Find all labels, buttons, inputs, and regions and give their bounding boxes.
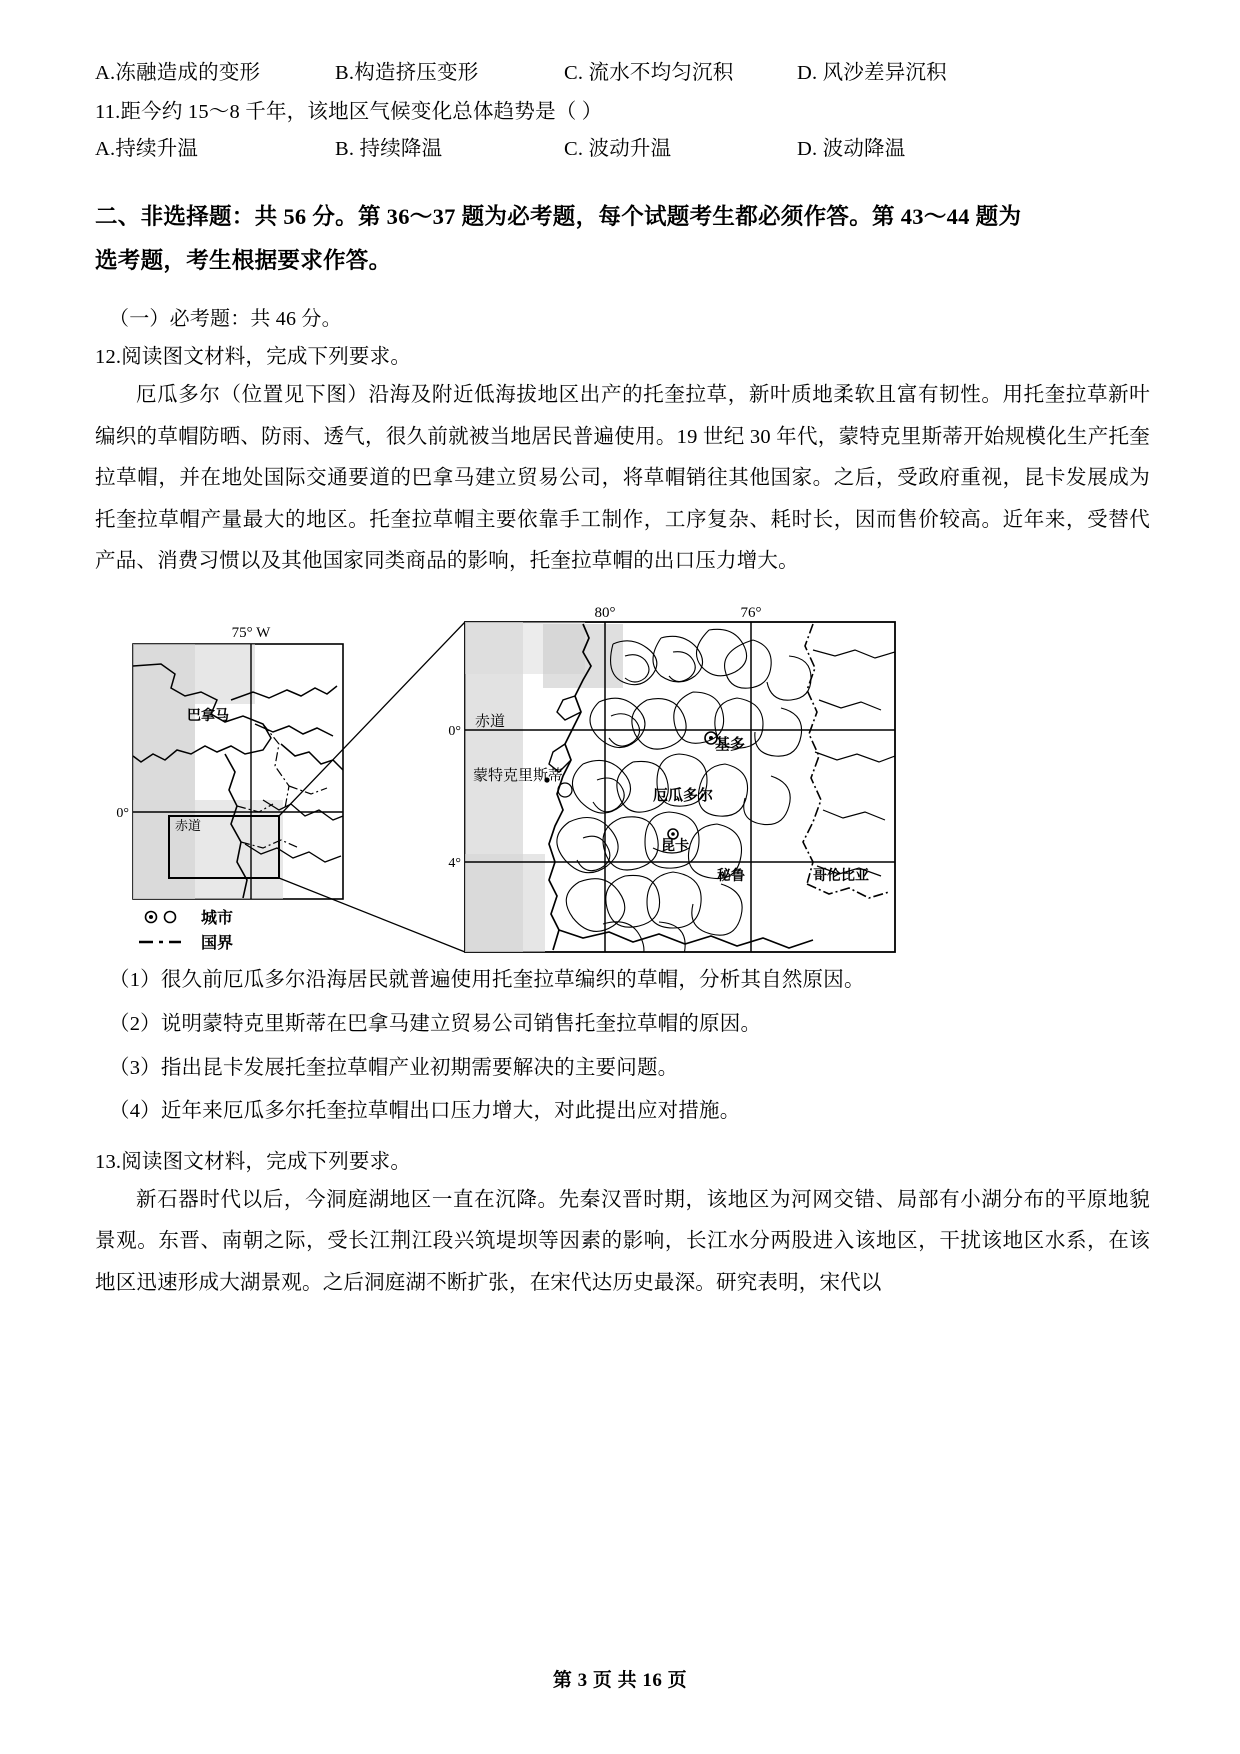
- main-label-lat-4: 4°: [448, 856, 461, 872]
- main-label-quito: 基多: [715, 736, 746, 754]
- page-footer: 第 3 页 共 16 页: [552, 1670, 688, 1691]
- inset-label-75w: 75° W: [231, 625, 271, 642]
- option-d[interactable]: D. 风沙差异沉积: [797, 62, 947, 84]
- inset-label-panama: 巴拿马: [187, 707, 229, 724]
- legend-label-city: 城市: [201, 910, 234, 928]
- question-12-sub-3: （3）指出昆卡发展托奎拉草帽产业初期需要解决的主要问题。: [109, 1056, 679, 1079]
- question-13-lead: 13.阅读图文材料，完成下列要求。: [95, 1150, 412, 1173]
- question-10-options-row: [95, 62, 1150, 85]
- main-label-equator: 赤道: [475, 713, 506, 731]
- main-label-lat-0: 0°: [448, 724, 461, 740]
- question-13-passage: 新石器时代以后，今洞庭湖地区一直在沉降。先秦汉晋时期，该地区为河网交错、局部有小湖分布的平原地貌景观。东晋、南朝之际，受长江荆江段兴筑堤坝等因素的影响，长江水分两股进入该地区，干扰该地区水系，在该地区迅速形成大湖景观。之后洞庭湖不断扩张，在宋代达历史最深。研究表明，宋代以: [95, 1188, 1150, 1294]
- page-content: [95, 62, 1150, 1304]
- legend-item-border: [139, 933, 233, 952]
- main-label-colombia: 哥伦比亚: [813, 867, 869, 884]
- question-12-passage: 厄瓜多尔（位置见下图）沿海及附近低海拔地区出产的托奎拉草，新叶质地柔软且富有韧性。用托奎拉草新叶编织的草帽防晒、防雨、透气，很久前就被当地居民普遍使用。19 世纪 30 年代，蒙特克里斯蒂开始规模化生产托奎拉草帽，并在地处国际交通要道的巴拿马建立贸易公司，将草帽销往其他国家。之后，受政府重视，昆卡发展成为托奎拉草帽产量最大的地区。托奎拉草帽主要依靠手工制作，工序复杂、耗时长，因而售价较高。近年来，受替代产品、消费习惯以及其他国家同类商品的影响，托奎拉草帽的出口压力增大。: [95, 384, 1150, 573]
- question-12-lead: 12.阅读图文材料，完成下列要求。: [95, 346, 412, 369]
- option-b[interactable]: B.构造挤压变形: [335, 62, 479, 84]
- question-12-sub-4: （4）近年来厄瓜多尔托奎拉草帽出口压力增大，对此提出应对措施。: [109, 1100, 741, 1123]
- section-two-heading: [95, 195, 1150, 283]
- legend-item-city: [146, 908, 234, 927]
- main-label-montecristi: 蒙特克里斯蒂: [473, 767, 564, 785]
- figure-ecuador-map: [113, 604, 1113, 959]
- legend-label-border: 国界: [201, 935, 234, 953]
- option-c[interactable]: C. 流水不均匀沉积: [564, 62, 734, 84]
- main-label-peru: 秘鲁: [717, 867, 745, 884]
- option-c[interactable]: C. 波动升温: [564, 138, 672, 161]
- main-label-lon-80: 80°: [594, 605, 616, 622]
- main-enlarged-map: [448, 605, 895, 959]
- main-label-lon-76: 76°: [740, 605, 762, 622]
- option-a[interactable]: A.持续升温: [95, 138, 199, 161]
- option-a[interactable]: A.冻融造成的变形: [95, 62, 261, 84]
- main-label-ecuador: 厄瓜多尔: [653, 787, 714, 805]
- map-legend: [139, 908, 233, 952]
- inset-locator-map: [116, 625, 343, 899]
- question-11-stem: 11.距今约 15～8 千年，该地区气候变化总体趋势是（ ）: [95, 100, 603, 123]
- main-label-cuenca: 昆卡: [661, 837, 689, 854]
- question-11-options-row: [95, 138, 1150, 161]
- option-b[interactable]: B. 持续降温: [335, 138, 443, 161]
- section-two-heading-line2: 选考题，考生根据要求作答。: [95, 247, 392, 273]
- inset-label-0deg: 0°: [116, 806, 129, 822]
- section-two-heading-line1: 二、非选择题：共 56 分。第 36～37 题为必考题，每个试题考生都必须作答。第 43～44 题为: [95, 203, 1022, 229]
- subsection-required-questions: （一）必考题：共 46 分。: [109, 308, 342, 331]
- option-d[interactable]: D. 波动降温: [797, 138, 906, 161]
- inset-label-equator: 赤道: [175, 818, 202, 834]
- question-12-sub-1: （1）很久前厄瓜多尔沿海居民就普遍使用托奎拉草编织的草帽，分析其自然原因。: [109, 969, 865, 992]
- question-12-sub-2: （2）说明蒙特克里斯蒂在巴拿马建立贸易公司销售托奎拉草帽的原因。: [109, 1013, 762, 1035]
